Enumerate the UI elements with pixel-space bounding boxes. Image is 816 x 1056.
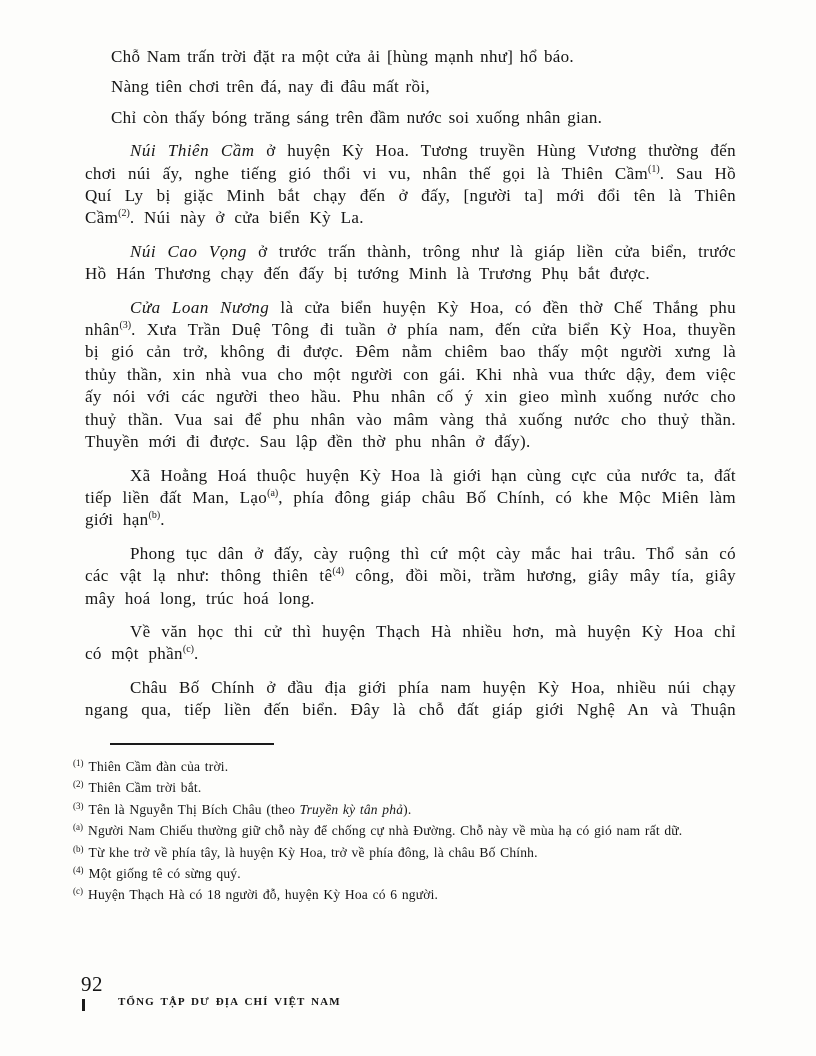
footnote-ref: (4) (332, 566, 345, 578)
poem-line (111, 46, 736, 68)
text-run: Thiên Cầm trời bắt. (88, 780, 202, 796)
text-run: . Xưa Trần Duệ Tông đi tuần ở phía nam, đến cửa biển Kỳ Hoa, thuyền bị gió cản trở, không đi được. Đêm nằm chiêm bao thấy một người xưng là thủy thần, xin nhà vua cho một người con gái. Khi nhà vua thức dậy, đem việc ấy nói với các người theo hầu. Phu nhân cố ý xin gieo mình xuống nước cho thuỷ thần. Vua sai để phu nhân vào mâm vàng thả xuống nước cho thuỷ thần. Thuyền mới đi được. Sau lập đền thờ phu nhân ở đấy). (85, 320, 736, 452)
italic-text: Cửa Loan Nương (130, 297, 270, 317)
page-body-text (85, 46, 736, 722)
text-run: Nàng tiên chơi trên đá, nay đi đâu mất rồi, (111, 77, 430, 97)
text-run: ). (403, 801, 412, 817)
footer-tick-mark (82, 999, 85, 1011)
text-run: ở trước trấn thành, trông như là giáp liền cửa biển, trước Hồ Hán Thương chạy đến đấy bị tướng Minh là Trương Phụ bắt được. (85, 241, 736, 284)
text-run: ở huyện Kỳ Hoa. Tương truyền Hùng Vương thường đến chơi núi ấy, nghe tiếng gió thổi vi vu, nhân thế gọi là Thiên Cầm (85, 141, 736, 183)
text-run: là cửa biển huyện Kỳ Hoa, có đền thờ Chế Thắng phu nhân (85, 297, 737, 340)
footnote-marker: (4) (73, 865, 84, 876)
text-run: Xã Hoằng Hoá thuộc huyện Kỳ Hoa là giới hạn cùng cực của nước ta, đất tiếp liền đất Man, Lạo (85, 465, 736, 507)
footnote-ref: (1) (648, 163, 660, 175)
footnote (73, 777, 737, 798)
text-run: Chỗ Nam trấn trời đặt ra một cửa ải [hùng mạnh như] hổ báo. (111, 47, 574, 66)
footnote (73, 799, 737, 820)
footnote (73, 842, 737, 863)
text-run: Người Nam Chiếu thường giữ chỗ này để chống cự nhà Đường. Chỗ này về mùa hạ có gió nam rất dữ. (88, 823, 683, 839)
text-run: công, đồi mồi, trầm hương, giây mây tía, giây mây hoá long, trúc hoá long. (85, 566, 737, 608)
footnote-marker: (b) (73, 843, 84, 854)
footnote-ref: (3) (119, 320, 132, 332)
footnote-marker: (c) (73, 886, 83, 897)
paragraph (85, 241, 736, 286)
book-series-title: TỔNG TẬP DƯ ĐỊA CHÍ VIỆT NAM (118, 996, 341, 1008)
poem-line (111, 107, 736, 129)
text-run: . (194, 644, 199, 664)
text-run: Huyện Thạch Hà có 18 người đỗ, huyện Kỳ Hoa có 6 người. (88, 887, 439, 903)
italic-text: Truyền kỳ tân phả (299, 801, 404, 817)
poem-line (111, 76, 736, 98)
footnote-section (73, 743, 737, 906)
text-run: , phía đông giáp châu Bố Chính, có khe Mộc Miên làm giới hạn (85, 487, 736, 530)
text-run: Từ khe trở về phía tây, là huyện Kỳ Hoa, trở về phía đông, là châu Bố Chính. (88, 844, 538, 860)
text-run: Một giống tê có sừng quý. (88, 866, 241, 882)
text-run: Phong tục dân ở đấy, cày ruộng thì cứ một cày mắc hai trâu. Thổ sản có các vật lạ như: thông thiên tê (85, 543, 736, 586)
page-number: 92 (81, 972, 103, 996)
footnote (73, 756, 737, 777)
footnote-ref: (a) (267, 487, 279, 499)
text-run: . (160, 510, 165, 530)
text-run: . Sau Hồ Quí Ly bị giặc Minh bắt chạy đến ở đấy, [người ta] mới đổi tên là Thiên Cầm (85, 163, 736, 228)
text-run: Về văn học thi cử thì huyện Thạch Hà nhiều hơn, mà huyện Kỳ Hoa chỉ có một phần (85, 621, 736, 664)
footnote-marker: (2) (73, 779, 84, 790)
italic-text: Núi Cao Vọng (130, 241, 247, 261)
text-run: Thiên Cầm đàn của trời. (88, 759, 229, 774)
footnote-marker: (3) (73, 800, 84, 811)
paragraph (85, 465, 736, 532)
text-run: Tên là Nguyễn Thị Bích Châu (theo (88, 801, 300, 817)
footnote (73, 884, 737, 905)
text-run: . Núi này ở cửa biển Kỳ La. (129, 208, 364, 228)
footnote-separator-rule (110, 743, 274, 745)
paragraph (85, 621, 736, 666)
footnote-ref: (2) (118, 208, 130, 220)
footnote (73, 820, 737, 841)
paragraph (85, 543, 736, 610)
footnote-marker: (a) (73, 822, 83, 833)
italic-text: Núi Thiên Cầm (130, 141, 255, 161)
footnote-ref: (c) (182, 644, 194, 656)
paragraph (85, 140, 736, 230)
paragraph (85, 297, 736, 454)
footnote-ref: (b) (148, 510, 161, 522)
footnote (73, 863, 737, 884)
footnote-marker: (1) (73, 758, 84, 768)
footnote-list (73, 756, 737, 906)
paragraph (85, 677, 736, 722)
text-run: Châu Bố Chính ở đầu địa giới phía nam huyện Kỳ Hoa, nhiều núi chạy ngang qua, tiếp liền đến biển. Đây là chỗ đất giáp giới Nghệ An và Thuận (85, 677, 736, 720)
text-run: Chỉ còn thấy bóng trăng sáng trên đầm nước soi xuống nhân gian. (111, 107, 603, 127)
